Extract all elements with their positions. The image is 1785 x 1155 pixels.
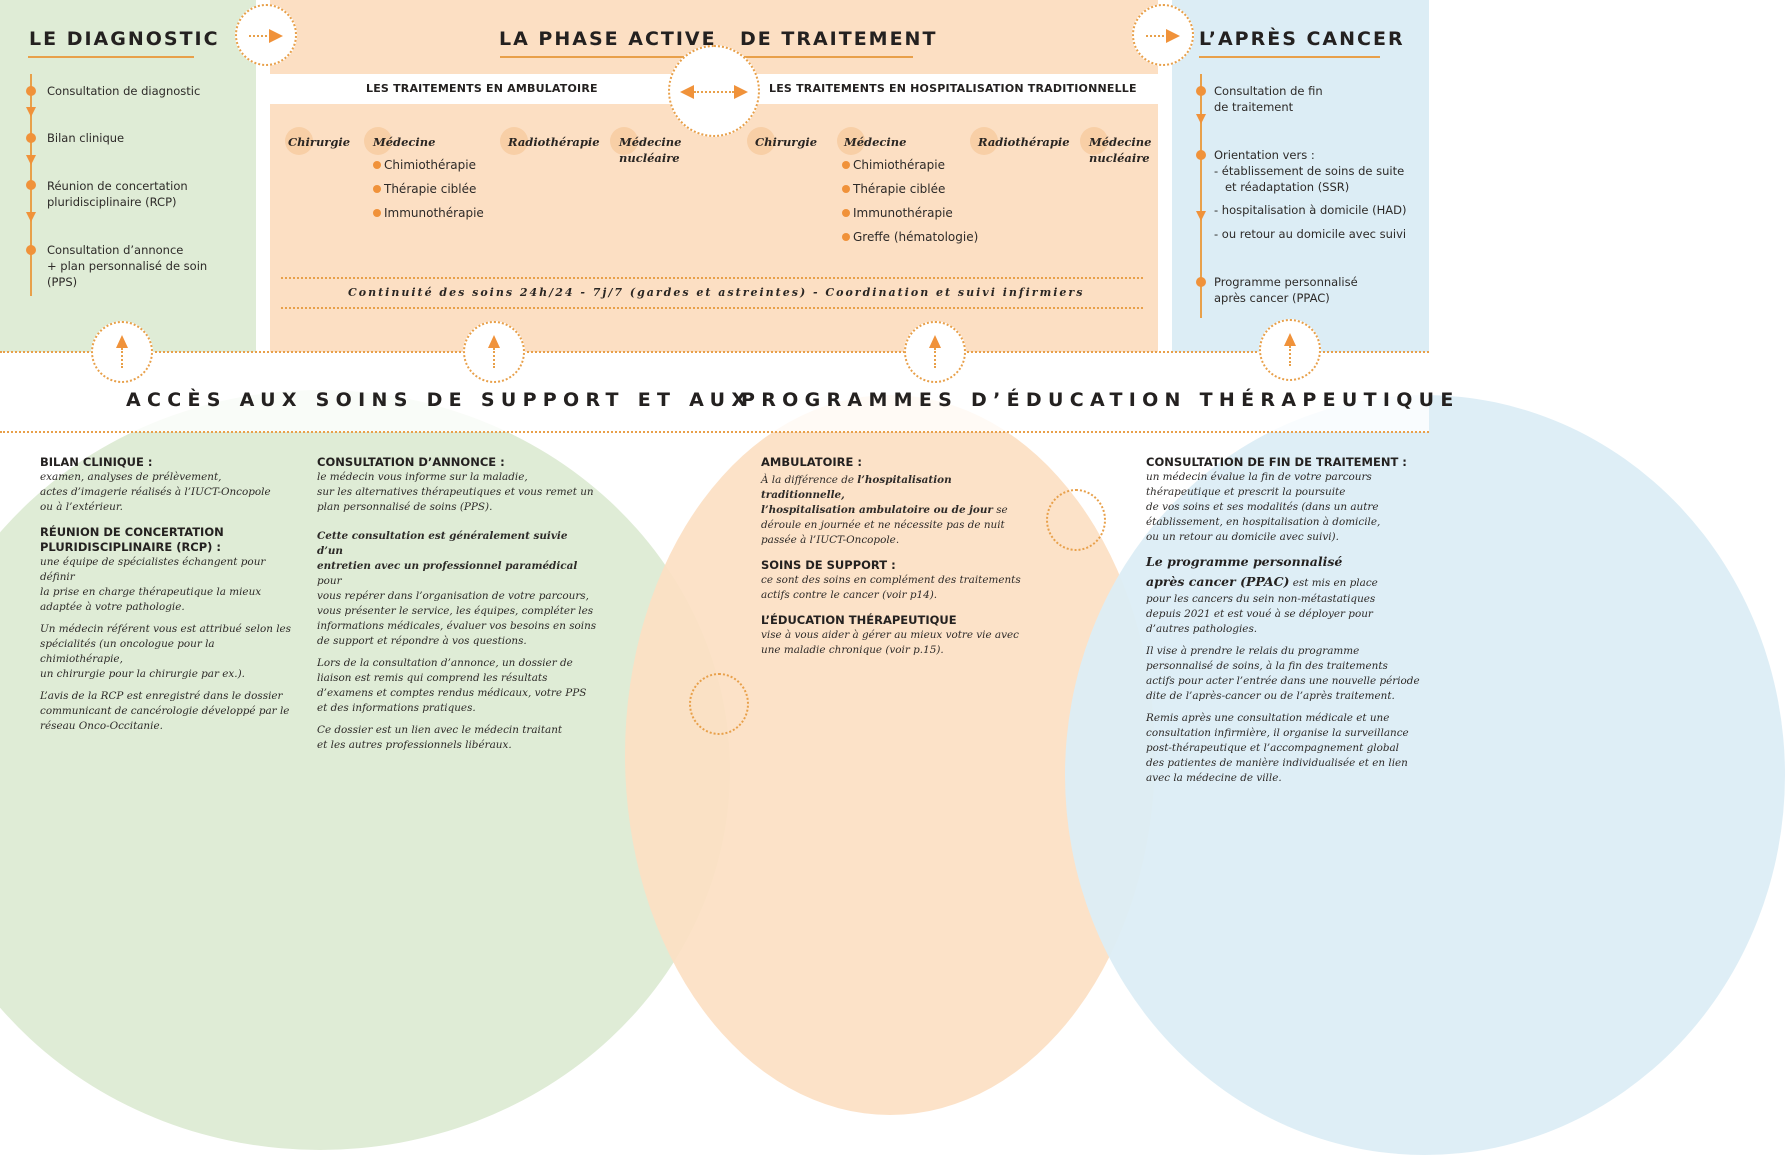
treatment-item: Chimiothérapie xyxy=(373,157,484,173)
timeline-dot xyxy=(1196,277,1206,287)
after-step: Orientation vers : - établissement de soins de suite et réadaptation (SSR) xyxy=(1214,148,1405,194)
timeline-dot xyxy=(26,180,36,190)
timeline-arrow-icon xyxy=(26,107,36,117)
relais-text: Il vise à prendre le relais du programme personnalisé de soins, à la fin des traitements actifs pour acter l’entrée dans une nouvelle période dite de l’après-cancer ou de l’après traitement. xyxy=(1146,645,1420,702)
education-heading: L’ÉDUCATION THÉRAPEUTIQUE xyxy=(761,613,957,627)
timeline-dot xyxy=(26,133,36,143)
annonce-text: le médecin vous informe sur la maladie, sur les alternatives thérapeutiques et vous remet un plan personnalisé de soins (PPS). xyxy=(317,471,594,513)
after-step: - ou retour au domicile avec suivi xyxy=(1214,227,1407,241)
category-radiotherapie: Radiothérapie xyxy=(978,135,1070,149)
timeline-arrow-icon xyxy=(26,155,36,165)
after-cancer-title: L’APRÈS CANCER xyxy=(1199,28,1405,50)
connector-circle-up xyxy=(904,321,966,383)
timeline-arrow-icon xyxy=(26,212,36,222)
connector-circle-up xyxy=(91,321,153,383)
dotted-line xyxy=(493,348,495,368)
timeline-dot xyxy=(26,86,36,96)
annonce-heading: CONSULTATION D’ANNONCE : xyxy=(317,455,505,469)
bullet-icon xyxy=(842,209,850,217)
dotted-line xyxy=(1289,346,1291,366)
connector-circle-up xyxy=(1259,319,1321,381)
support-title-2: PROGRAMMES D’ÉDUCATION THÉRAPEUTIQUE xyxy=(741,389,1460,411)
bullet-icon xyxy=(373,161,381,169)
medecine-list xyxy=(373,157,484,221)
remis-text: Remis après une consultation médicale et une consultation infirmière, il organise la surveillance post-thérapeutique et l’accompagnement global des patientes de manière individualisée et en lien avec la médecine de ville. xyxy=(1146,712,1409,784)
continuity-text: Continuité des soins 24h/24 - 7j/7 (gardes et astreintes) - Coordination et suivi infirmiers xyxy=(348,286,1085,299)
bilan-text: examen, analyses de prélèvement, actes d’imagerie réalisés à l’IUCT-Oncopole ou à l’extérieur. xyxy=(40,471,271,513)
bullet-icon xyxy=(842,233,850,241)
connector-circle-up xyxy=(463,321,525,383)
continuity-bottom-rule xyxy=(281,307,1143,309)
ppac-heading: Le programme personnalisé xyxy=(1146,554,1343,569)
decorative-dotted-circle xyxy=(689,673,749,735)
arrow-up-icon xyxy=(116,335,128,348)
arrow-right-icon xyxy=(269,29,283,43)
after-step: - hospitalisation à domicile (HAD) xyxy=(1214,203,1407,217)
avis-text: L’avis de la RCP est enregistré dans le dossier communicant de cancérologie développé par le réseau Onco-Occitanie. xyxy=(40,690,290,732)
diagnostic-step: Bilan clinique xyxy=(47,131,125,145)
ambulatoire-heading: AMBULATOIRE : xyxy=(761,455,862,469)
support-heading: SOINS DE SUPPORT : xyxy=(761,558,896,572)
active-phase-title-2: DE TRAITEMENT xyxy=(740,28,938,50)
support-band-bottom-rule xyxy=(0,431,1429,433)
medecine-list xyxy=(842,157,978,245)
fin-heading: CONSULTATION DE FIN DE TRAITEMENT : xyxy=(1146,455,1407,469)
dotted-line xyxy=(1146,35,1168,37)
decorative-dotted-circle xyxy=(1046,489,1106,551)
lien-text: Ce dossier est un lien avec le médecin traitant et les autres professionnels libéraux. xyxy=(317,724,563,751)
timeline-dot xyxy=(1196,150,1206,160)
diagnostic-step: Consultation d’annonce + plan personnalisé de soin (PPS) xyxy=(47,243,208,289)
fin-text: un médecin évalue la fin de votre parcours thérapeutique et prescrit la poursuite de vos soins et ses modalités (dans un autre établissement, en hospitalisation à domicile, ou un retour au domicile avec suivi). xyxy=(1146,471,1381,543)
treatment-item: Immunothérapie xyxy=(373,205,484,221)
after-step: Programme personnalisé après cancer (PPAC) xyxy=(1214,275,1358,305)
suivi-text: Cette consultation est généralement suivie d’un entretien avec un professionnel paramédical pour vous repérer dans l’organisation de votre parcours, vous présenter le service, les équipes, compléter les informations médicales, évaluer vos besoins en soins de support et répondre à vos questions. xyxy=(317,530,597,647)
details-col-ambulatoire xyxy=(761,455,1031,658)
arrow-right-icon xyxy=(1166,29,1180,43)
hospitalisation-label: LES TRAITEMENTS EN HOSPITALISATION TRADITIONNELLE xyxy=(769,82,1137,95)
ppac-text: après cancer (PPAC) est mis en place pour les cancers du sein non-métastatiques depuis 2021 et est voué à se déployer pour d’autres pathologies. xyxy=(1146,574,1378,635)
details-col-fin xyxy=(1146,455,1426,786)
arrow-right-icon xyxy=(734,85,748,99)
diagnostic-step: Réunion de concertation pluridisciplinaire (RCP) xyxy=(47,179,188,209)
bilan-heading: BILAN CLINIQUE : xyxy=(40,455,153,469)
treatment-item: Thérapie ciblée xyxy=(842,181,978,197)
category-chirurgie: Chirurgie xyxy=(288,135,351,149)
treatment-item: Greffe (hématologie) xyxy=(842,229,978,245)
category-radiotherapie: Radiothérapie xyxy=(508,135,600,149)
dotted-line xyxy=(121,348,123,368)
category-medecine: Médecine xyxy=(373,135,436,149)
active-phase-title-1: LA PHASE ACTIVE xyxy=(499,28,717,50)
after-cancer-underline xyxy=(1199,56,1380,58)
details-col-diagnostic xyxy=(40,455,300,734)
timeline-dot xyxy=(26,245,36,255)
dotted-line xyxy=(934,348,936,368)
dotted-line xyxy=(694,91,734,93)
dotted-line xyxy=(249,35,271,37)
ambulatory-label: LES TRAITEMENTS EN AMBULATOIRE xyxy=(366,82,598,95)
support-text: ce sont des soins en complément des traitements actifs contre le cancer (voir p14). xyxy=(761,574,1021,601)
bullet-icon xyxy=(842,161,850,169)
arrow-left-icon xyxy=(680,85,694,99)
category-chirurgie: Chirurgie xyxy=(755,135,818,149)
diagnostic-title: LE DIAGNOSTIC xyxy=(29,28,220,50)
bullet-icon xyxy=(373,185,381,193)
connector-circle-bidirectional xyxy=(668,45,760,137)
timeline-dot xyxy=(1196,86,1206,96)
category-medecine-nucleaire: Médecine nucléaire xyxy=(1089,135,1152,165)
treatment-item: Chimiothérapie xyxy=(842,157,978,173)
arrow-up-icon xyxy=(929,335,941,348)
treatment-item: Immunothérapie xyxy=(842,205,978,221)
after-step: Consultation de fin de traitement xyxy=(1214,84,1323,114)
bullet-icon xyxy=(373,209,381,217)
continuity-top-rule xyxy=(281,277,1143,279)
diagnostic-title-underline xyxy=(28,56,194,58)
education-text: vise à vous aider à gérer au mieux votre vie avec une maladie chronique (voir p.15). xyxy=(761,629,1019,656)
category-medecine: Médecine xyxy=(844,135,907,149)
dossier-text: Lors de la consultation d’annonce, un dossier de liaison est remis qui comprend les résultats d’examens et comptes rendus médicaux, votre PPS et des informations pratiques. xyxy=(317,657,587,714)
timeline-arrow-icon xyxy=(1196,211,1206,221)
category-medecine-nucleaire: Médecine nucléaire xyxy=(619,135,682,165)
support-title-1: ACCÈS AUX SOINS DE SUPPORT ET AUX xyxy=(126,389,753,411)
arrow-up-icon xyxy=(1284,333,1296,346)
rcp-heading: RÉUNION DE CONCERTATION PLURIDISCIPLINAIRE (RCP) : xyxy=(40,525,224,554)
treatment-item: Thérapie ciblée xyxy=(373,181,484,197)
bullet-icon xyxy=(842,185,850,193)
timeline-arrow-icon xyxy=(1196,114,1206,124)
arrow-up-icon xyxy=(488,335,500,348)
ambulatoire-text: À la différence de l’hospitalisation traditionnelle, l’hospitalisation ambulatoire ou de jour se déroule en journée et ne nécessite pas de nuit passée à l’IUCT-Oncopole. xyxy=(761,474,1008,546)
rcp-text: une équipe de spécialistes échangent pour définir la prise en charge thérapeutique la mieux adaptée à votre pathologie. xyxy=(40,556,266,613)
connector-circle-diagnostic xyxy=(235,4,297,66)
connector-circle-after xyxy=(1132,4,1194,66)
support-band-top-rule xyxy=(0,351,1429,353)
diagnostic-panel xyxy=(0,0,256,352)
referent-text: Un médecin référent vous est attribué selon les spécialités (un oncologue pour la chimiothérapie, un chirurgie pour la chirurgie par ex.). xyxy=(40,623,291,680)
diagnostic-step: Consultation de diagnostic xyxy=(47,84,201,98)
details-col-annonce xyxy=(317,455,597,753)
